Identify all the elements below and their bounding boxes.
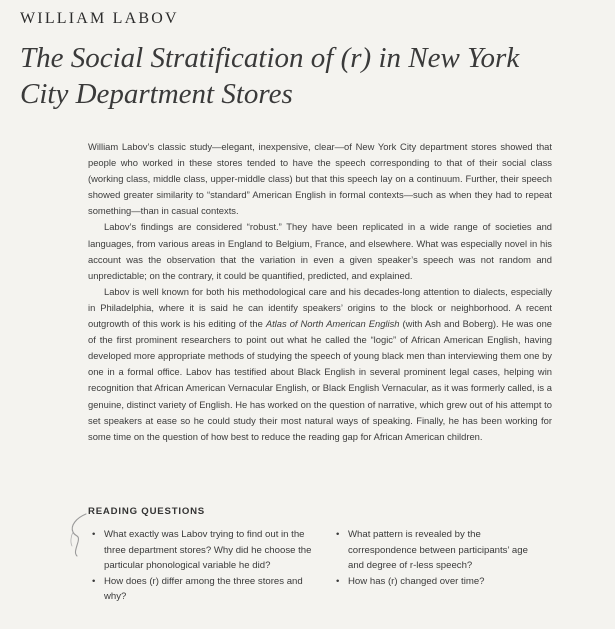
reading-questions-heading: READING QUESTIONS [88, 506, 206, 517]
title-line-1: The Social Stratification of (r) in New York [20, 42, 520, 74]
title-line-2: City Department Stores [20, 78, 293, 110]
chapter-title [20, 40, 600, 112]
question-text: What exactly was Labov trying to find out in the three department stores? Why did he choose the particular phonological variable he did? [104, 529, 312, 571]
question-item [336, 574, 536, 590]
paragraph-3 [88, 284, 552, 445]
question-item [92, 527, 317, 574]
questions-left-column [92, 527, 317, 605]
bullet-icon: • [92, 529, 96, 540]
question-item [336, 527, 536, 574]
question-item [92, 574, 317, 605]
bullet-icon: • [92, 575, 96, 587]
question-text: What pattern is revealed by the correspondence between participants’ age and degree of r-less speech? [348, 529, 528, 571]
questions-right-column [336, 527, 536, 589]
paragraph-1: William Labov’s classic study—elegant, inexpensive, clear—of New York City department stores showed that people who worked in these stores tended to have the speech corresponding to that of their social class (working class, middle class, upper-middle class) but that this speech lay on a continuum. Further, their speech showed greater similarity to “standard” American English in formal contexts—such as when they had to repeat something—than in casual contexts. [88, 141, 552, 217]
bullet-icon: • [336, 529, 340, 540]
pencil-mark-icon [64, 512, 90, 558]
bullet-icon: • [336, 575, 340, 587]
paragraph-2: Labov’s findings are considered “robust.” They have been replicated in a wide range of societies and languages, from various areas in England to Belgium, France, and elsewhere. What was especially novel in his account was the observation that the variation in even a given speaker’s speech was not random and unpredictable; on the contrary, it could be quantified, predicted, and explained. [88, 221, 552, 281]
question-text: How has (r) changed over time? [348, 575, 485, 587]
atlas-title: Atlas of North American English [265, 318, 400, 330]
intro-body [88, 139, 552, 445]
question-text: How does (r) differ among the three stores and why? [104, 575, 303, 602]
paragraph-3-start: Labov is well known for both his methodological care and his decades-long attention to dialects, especially in Philadelphia, where it is said he can identify speakers’ origins to the block or neighborhood. A recent outgrowth of this work is his editing of the [88, 285, 552, 330]
author-name: WILLIAM LABOV [20, 10, 179, 27]
paragraph-3-end: (with Ash and Boberg). He was one of the first prominent researchers to point out what he called the “logic” of African American English, having developed more appropriate methods of studying the speech of young black men than interviewing them one by one in a formal office. Labov has testified about Black English in several prominent legal cases, helping win recognition that African American Vernacular English, or Black English Vernacular, as it was formerly called, is a genuine, distinct variety of English. He has worked on the question of narrative, which grew out of his attempt to set speakers at ease so he could study their most natural ways of speaking. Finally, he has been working for some time on the question of how best to reduce the reading gap for African American children. [88, 318, 553, 442]
